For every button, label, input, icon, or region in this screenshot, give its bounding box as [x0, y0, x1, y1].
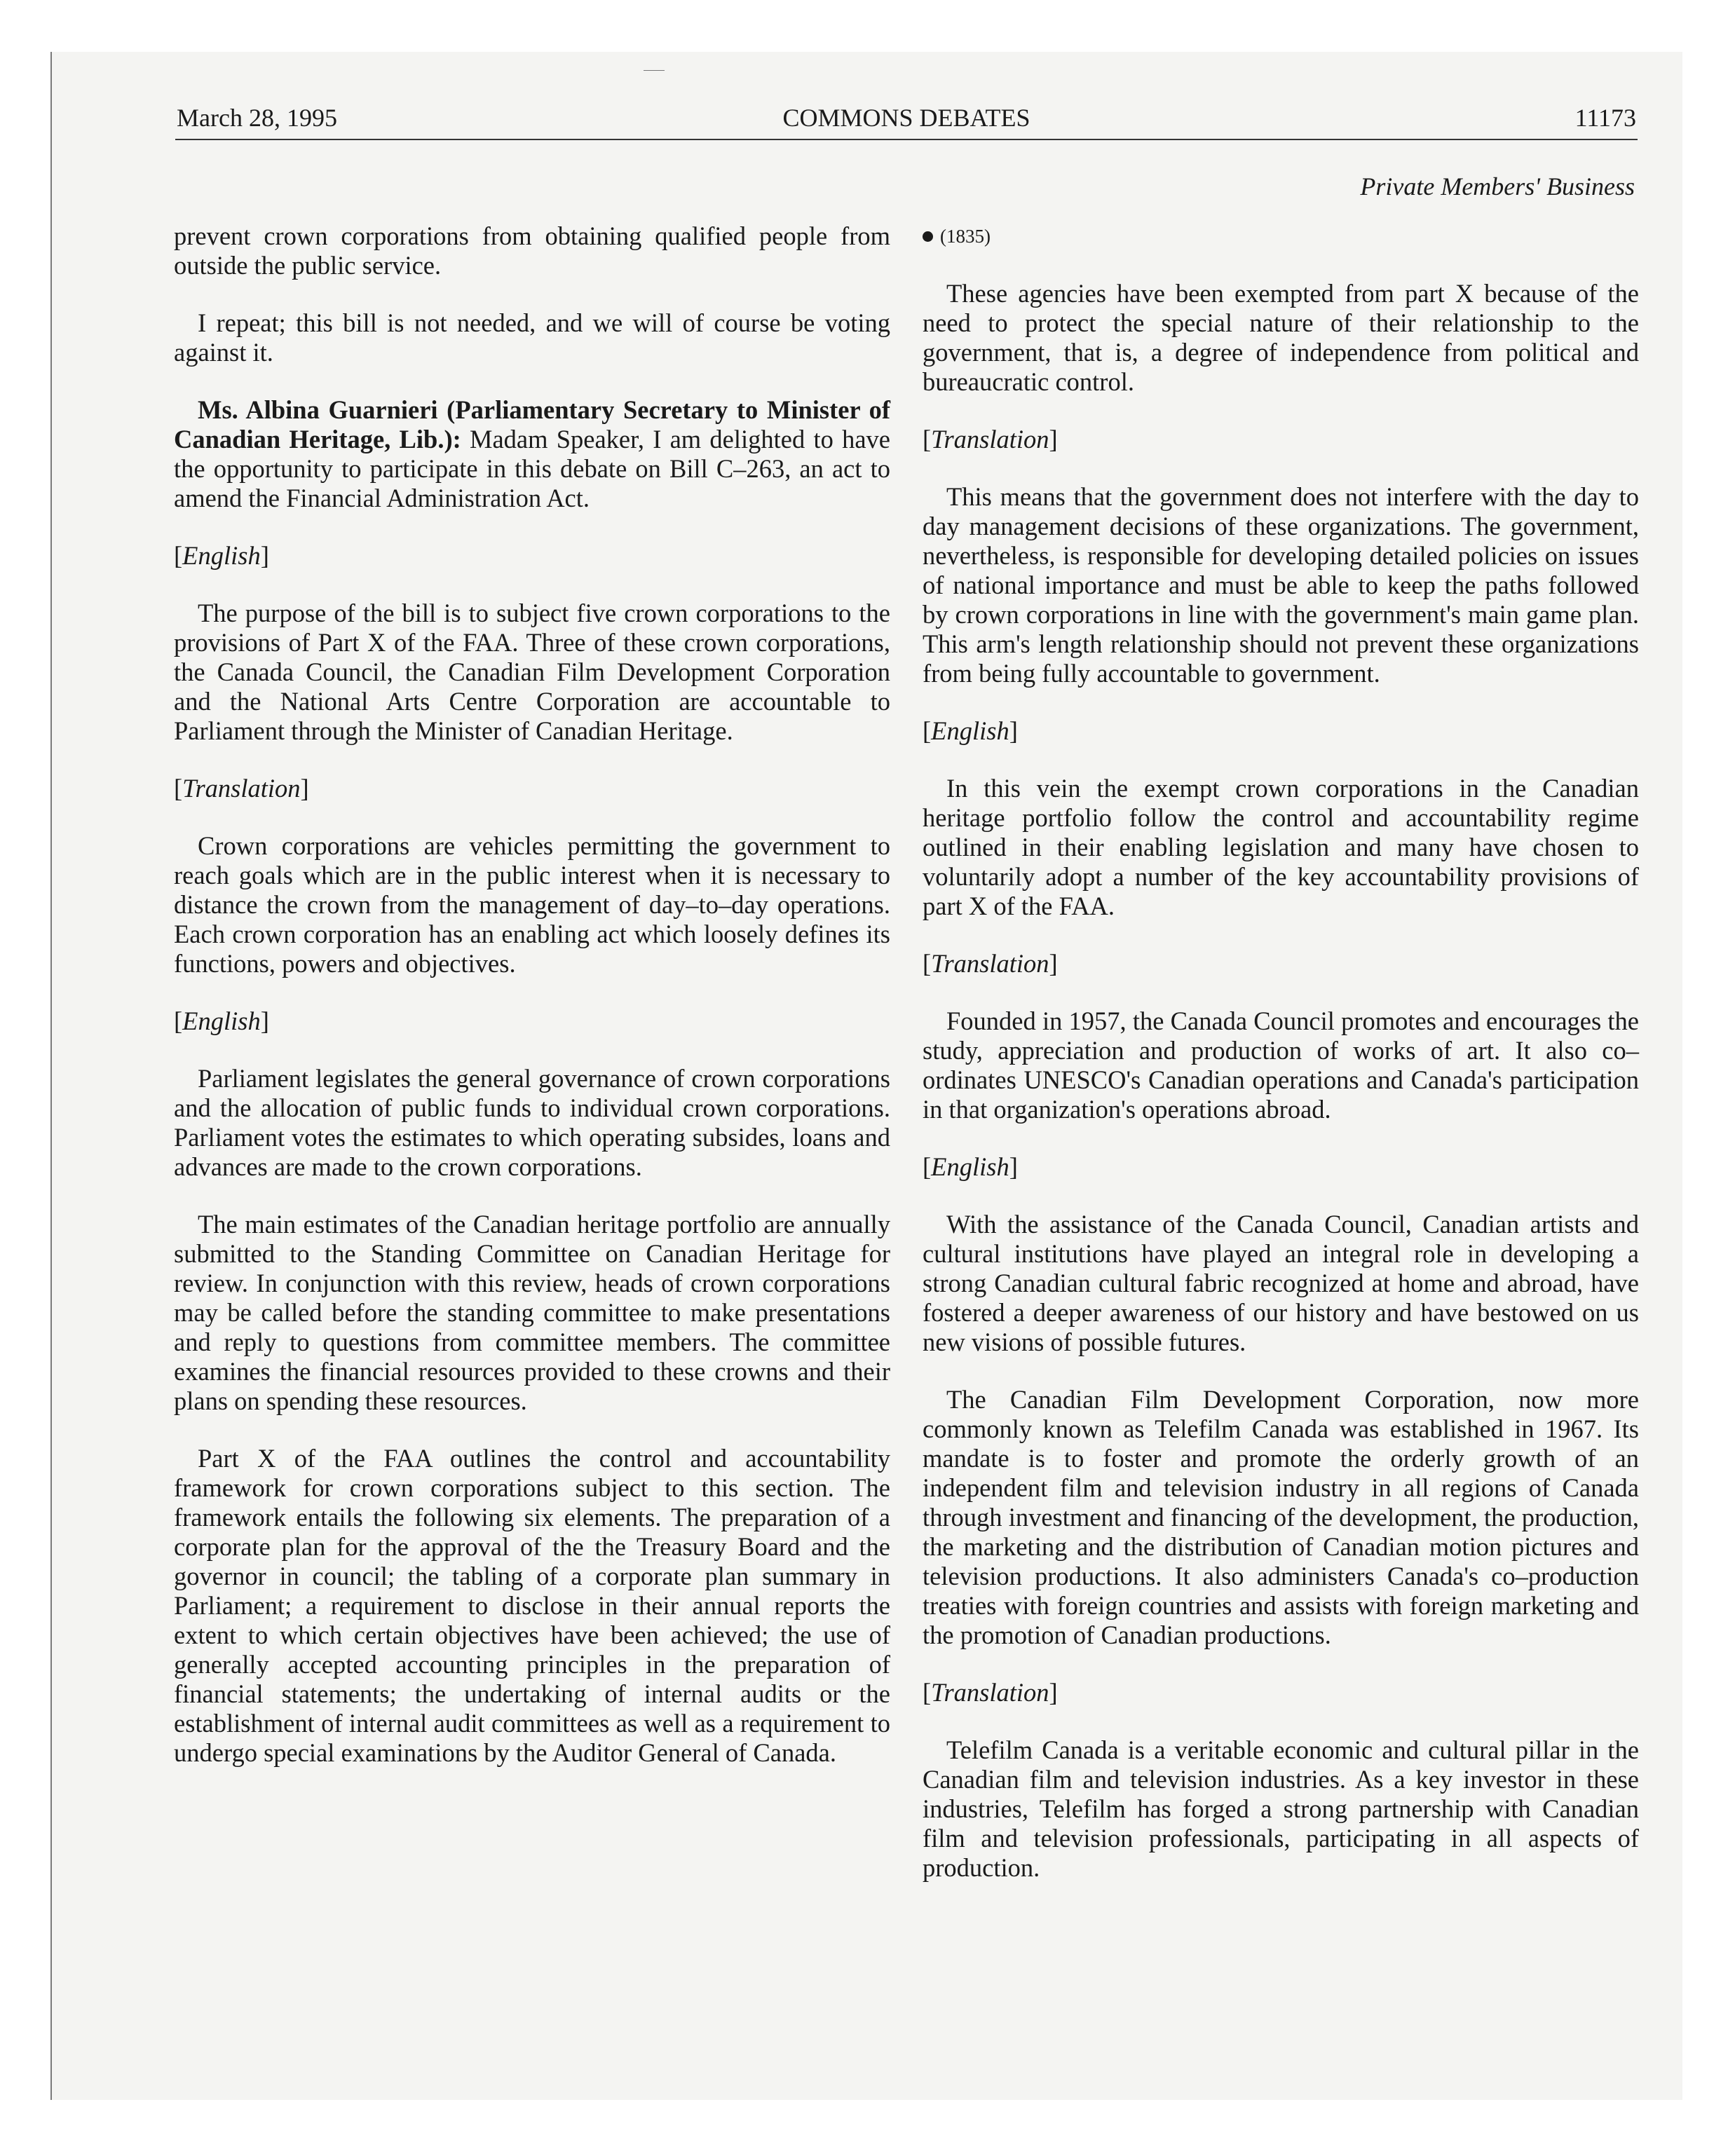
- language-tag: [Translation]: [174, 774, 309, 803]
- bullet-icon: [923, 231, 933, 242]
- paragraph: Founded in 1957, the Canada Council promotes and encourages the study, appreciation and production of works of art. It also co–ordinates UNESCO's Canadian operations and Canada's participation in that organization's operations abroad.: [923, 1007, 1639, 1124]
- language-tag-text: Translation: [931, 949, 1049, 978]
- right-column: [923, 221, 1639, 1911]
- paragraph: This means that the government does not interfere with the day to day management decisions of these organizations. The government, nevertheless, is responsible for developing detailed policies on issues of national importance and must be able to keep the paths followed by crown corporations in line with the government's main game plan. This arm's length relationship should not prevent these organizations from being fully accountable to government.: [923, 482, 1639, 688]
- language-tag: [English]: [923, 716, 1018, 745]
- header-page-number: 11173: [1574, 104, 1636, 132]
- paragraph: These agencies have been exempted from part X because of the need to protect the special nature of their relationship to the government, that is, a degree of independence from political and bureaucratic control.: [923, 279, 1639, 396]
- speaker-remarks: Madam Speaker, I am delighted to have the opportunity to participate in this debate on Bill C–263, an act to amend the Financial Administration Act.: [174, 425, 890, 512]
- language-tag: [English]: [174, 541, 269, 570]
- language-tag: [Translation]: [923, 949, 1058, 978]
- language-tag-text: English: [182, 1007, 261, 1035]
- paragraph: The main estimates of the Canadian heritage portfolio are annually submitted to the Standing Committee on Canadian Heritage for review. In conjunction with this review, heads of crown corporations may be called before the standing committee to make presentations and reply to questions from committee members. The committee examines the financial resources provided to these crowns and their plans on spending these resources.: [174, 1210, 890, 1415]
- header-rule: [175, 139, 1638, 140]
- language-tag: [Translation]: [923, 1678, 1058, 1707]
- language-tag: [English]: [174, 1007, 269, 1035]
- language-tag-text: Translation: [931, 425, 1049, 453]
- language-tag-text: English: [931, 716, 1009, 745]
- paragraph: Parliament legislates the general governance of crown corporations and the allocation of public funds to individual crown corporations. Parliament votes the estimates to which operating subsides, loans and advances are made to the crown corporations.: [174, 1064, 890, 1181]
- header-publication: COMMONS DEBATES: [782, 104, 1030, 132]
- paragraph: I repeat; this bill is not needed, and we will of course be voting against it.: [174, 308, 890, 367]
- page-header: [177, 100, 1636, 136]
- paragraph: Part X of the FAA outlines the control and accountability framework for crown corporations subject to this section. The framework entails the following six elements. The preparation of a corporate plan for the approval of the the Treasury Board and the governor in council; the tabling of a corporate plan summary in Parliament; a requirement to disclose in their annual reports the extent to which certain objectives have been achieved; the use of generally accepted accounting principles in the preparation of financial statements; the undertaking of internal audits or the establishment of internal audit committees as well as a requirement to undergo special examinations by the Auditor General of Canada.: [174, 1444, 890, 1767]
- paragraph: Crown corporations are vehicles permitting the government to reach goals which are in the public interest when it is necessary to distance the crown from the management of day–to–day operations. Each crown corporation has an enabling act which loosely defines its functions, powers and objectives.: [174, 831, 890, 978]
- scan-mark: [644, 70, 665, 71]
- time-marker: [923, 221, 1639, 251]
- language-tag-text: Translation: [931, 1678, 1049, 1707]
- language-tag-text: English: [931, 1152, 1009, 1181]
- left-column: [174, 221, 890, 1796]
- paragraph: In this vein the exempt crown corporations in the Canadian heritage portfolio follow the control and accountability regime outlined in their enabling legislation and many have chosen to voluntarily adopt a number of the key accountability provisions of part X of the FAA.: [923, 774, 1639, 920]
- language-tag: [English]: [923, 1152, 1018, 1181]
- speaker-paragraph: [174, 395, 890, 513]
- time-marker-text: (1835): [940, 226, 991, 247]
- paragraph: The Canadian Film Development Corporation, now more commonly known as Telefilm Canada was established in 1967. Its mandate is to foster and promote the orderly growth of an independent film and television industry in all regions of Canada through investment and financing of the development, the production, the marketing and the distribution of Canadian motion pictures and television productions. It also administers Canada's co–production treaties with foreign countries and assists with foreign marketing and the promotion of Canadian productions.: [923, 1385, 1639, 1649]
- language-tag: [Translation]: [923, 425, 1058, 453]
- language-tag-text: English: [182, 541, 261, 570]
- running-head: Private Members' Business: [1360, 172, 1635, 200]
- speaker-name: Ms. Albina Guarnieri (Parliamentary Secretary to Minister of Canadian Heritage, Lib.):: [174, 395, 890, 453]
- paragraph: Telefilm Canada is a veritable economic and cultural pillar in the Canadian film and television industries. As a key investor in these industries, Telefilm has forged a strong partnership with Canadian film and television professionals, participating in all aspects of production.: [923, 1735, 1639, 1882]
- header-date: March 28, 1995: [177, 104, 337, 132]
- paragraph: prevent crown corporations from obtaining qualified people from outside the public service.: [174, 221, 890, 280]
- language-tag-text: Translation: [182, 774, 301, 803]
- paragraph: The purpose of the bill is to subject five crown corporations to the provisions of Part X of the FAA. Three of these crown corporations, the Canada Council, the Canadian Film Development Corporation and the National Arts Centre Corporation are accountable to Parliament through the Minister of Canadian Heritage.: [174, 599, 890, 745]
- paragraph: With the assistance of the Canada Council, Canadian artists and cultural institutions have played an integral role in developing a strong Canadian cultural fabric recognized at home and abroad, have fostered a deeper awareness of our history and have bestowed on us new visions of possible futures.: [923, 1210, 1639, 1356]
